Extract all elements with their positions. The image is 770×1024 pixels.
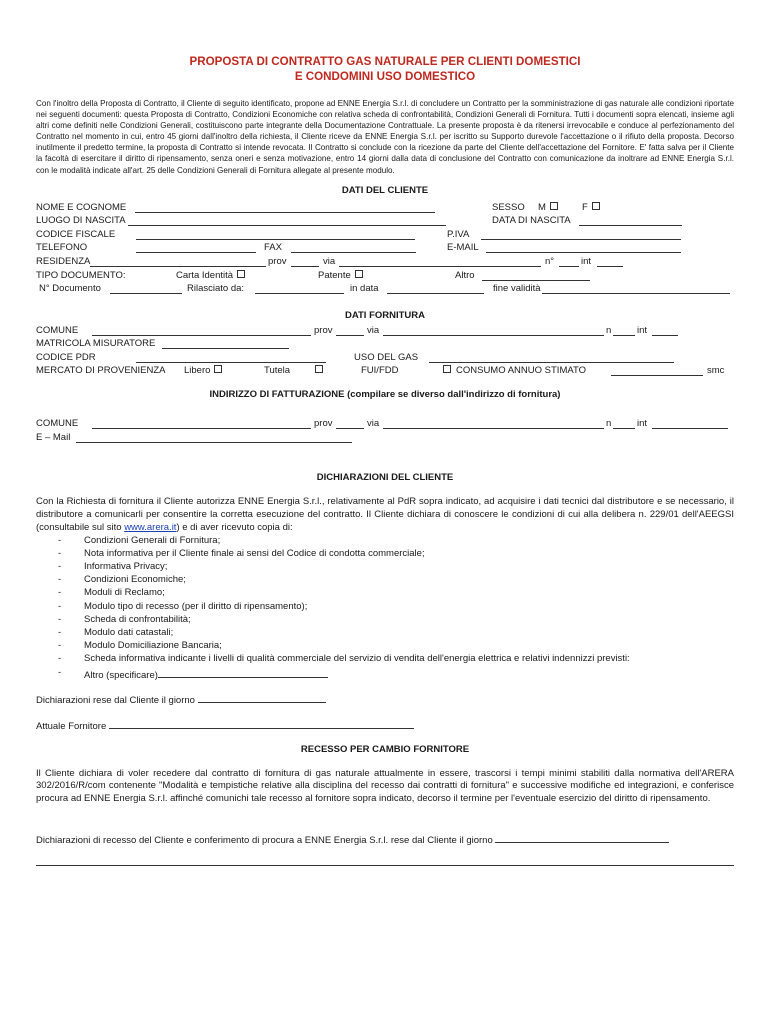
list-item: - Condizioni Economiche; [36, 574, 734, 587]
fornitura-int-field[interactable] [652, 325, 678, 336]
recesso-paragraph: Il Cliente dichiara di voler recedere dal contratto di fornitura di gas naturale attualmente in essere, trascorsi i tempi minimi stabiliti dalla normativa dell'ARERA 302/2016/R/com contenente "Modalità e tempistiche relative alla disciplina del recesso dai contratti di fornitura" e successive modifiche ed integrazioni, e conferisce procura ad ENNE Energia S.r.l. affinché comunichi tale recesso al fornitore sopra indicato, decorso il termine per l'eventuale esercizio del diritto di ripensamento. [36, 767, 734, 805]
fax-field[interactable] [291, 242, 416, 253]
row-pdr [36, 352, 734, 366]
fornitura-n-label: n [606, 324, 612, 336]
fax-label: FAX [264, 242, 282, 254]
recesso-date-field[interactable] [495, 832, 669, 843]
altro-specificare-label: Altro (specificare) [84, 669, 158, 681]
fornitura-via-label: via [367, 324, 380, 336]
list-item: - Condizioni Generali di Fornitura; [36, 535, 734, 548]
nome-label: NOME E COGNOME [36, 201, 127, 213]
carta-checkbox[interactable] [237, 270, 245, 278]
tipo-doc-label: TIPO DOCUMENTO: [36, 269, 126, 281]
row-telefono [36, 242, 734, 256]
row-numero-doc [36, 283, 734, 297]
altro-specificare-field[interactable] [158, 667, 328, 678]
data-nascita-field[interactable] [579, 215, 682, 226]
nome-field[interactable] [135, 202, 435, 213]
n-doc-label: N° Documento [39, 283, 101, 295]
row-fornitura-comune [36, 325, 734, 339]
fatt-n-label: n [606, 417, 612, 429]
fornitura-comune-label: COMUNE [36, 324, 79, 336]
residenza-label: RESIDENZA [36, 255, 91, 267]
fatt-email-label: E – Mail [36, 431, 71, 443]
fatt-via-field[interactable] [383, 418, 604, 429]
document-title [36, 54, 734, 84]
fornitura-section [36, 325, 734, 379]
uso-field[interactable] [429, 352, 674, 363]
fatt-email-field[interactable] [76, 432, 352, 443]
fatt-via-label: via [367, 417, 380, 429]
residenza-via-label: via [323, 255, 336, 267]
list-item: - Modulo tipo di recesso (per il diritto di ripensamento); [36, 601, 734, 614]
consumo-checkbox[interactable] [443, 365, 451, 373]
list-item: - Informativa Privacy; [36, 561, 734, 574]
row-matricola [36, 338, 734, 352]
sesso-label: SESSO [492, 201, 525, 213]
cf-label: CODICE FISCALE [36, 228, 116, 240]
row-luogo [36, 215, 734, 229]
dichiarazioni-paragraph [36, 496, 734, 535]
fatturazione-heading: INDIRIZZO DI FATTURAZIONE (compilare se diverso dall'indirizzo di fornitura) [209, 389, 561, 400]
dichiarazioni-heading: DICHIARAZIONI DEL CLIENTE [316, 472, 454, 484]
matricola-label: MATRICOLA MISURATORE [36, 338, 156, 350]
dichiarazioni-text-after: ) e di aver ricevuto copia di: [176, 521, 293, 533]
fornitura-int-label: int [637, 324, 648, 336]
residenza-n-label: n° [545, 255, 555, 267]
documents-list [36, 535, 734, 680]
telefono-field[interactable] [136, 242, 256, 253]
data-nascita-label: DATA DI NASCITA [492, 215, 571, 227]
row-residenza [36, 256, 734, 270]
sesso-f-checkbox[interactable] [592, 202, 600, 210]
cliente-heading: DATI DEL CLIENTE [341, 184, 429, 196]
row-mercato [36, 365, 734, 379]
fatt-int-label: int [637, 417, 648, 429]
piva-field[interactable] [481, 229, 681, 240]
fornitore-field[interactable] [109, 718, 414, 729]
residenza-n-field[interactable] [559, 256, 579, 267]
residenza-prov-label: prov [268, 255, 287, 267]
residenza-int-field[interactable] [597, 256, 623, 267]
fornitore-row [36, 718, 734, 734]
fornitura-comune-field[interactable] [92, 325, 311, 336]
fatt-n-field[interactable] [613, 418, 635, 429]
altro-field[interactable] [482, 270, 590, 281]
altro-label: Altro [455, 269, 475, 281]
tutela-label: Tutela [264, 365, 291, 377]
cliente-section [36, 202, 734, 297]
list-item: - Nota informativa per il Cliente finale ai sensi del Codice di condotta commerciale; [36, 548, 734, 561]
contract-form [36, 54, 734, 866]
cf-field[interactable] [136, 229, 415, 240]
fornitura-prov-field[interactable] [336, 325, 364, 336]
email-field[interactable] [486, 242, 681, 253]
sesso-m-checkbox[interactable] [550, 202, 558, 210]
residenza-prov-field[interactable] [291, 256, 319, 267]
consumo-label: CONSUMO ANNUO STIMATO [456, 365, 587, 377]
validita-field[interactable] [542, 283, 730, 294]
mercato-label: MERCATO DI PROVENIENZA [36, 365, 166, 377]
telefono-label: TELEFONO [36, 242, 88, 254]
list-item: - Modulo Domiciliazione Bancaria; [36, 640, 734, 653]
fatt-comune-label: COMUNE [36, 417, 79, 429]
fatt-comune-field[interactable] [92, 418, 311, 429]
in-data-field[interactable] [387, 283, 484, 294]
list-item: - Moduli di Reclamo; [36, 587, 734, 600]
uso-label: USO DEL GAS [354, 351, 419, 363]
fatturazione-section [36, 418, 734, 445]
n-doc-field[interactable] [110, 283, 182, 294]
fatt-int-field[interactable] [652, 418, 728, 429]
list-item: - Scheda di confrontabilità; [36, 614, 734, 627]
libero-checkbox[interactable] [214, 365, 222, 373]
title-line-2: E CONDOMINI USO DOMESTICO [294, 70, 476, 83]
pdr-field[interactable] [136, 352, 326, 363]
fornitura-heading: DATI FORNITURA [344, 309, 426, 321]
fatt-prov-field[interactable] [336, 418, 364, 429]
recesso-date-row [36, 832, 734, 848]
in-data-label: in data [350, 283, 379, 295]
residenza-field[interactable] [90, 256, 266, 267]
row-cf [36, 229, 734, 243]
dichiarazioni-date-label: Dichiarazioni rese dal Cliente il giorno [36, 694, 195, 706]
recesso-date-label: Dichiarazioni di recesso del Cliente e conferimento di procura a ENNE Energia S.r.l. rese dal Cliente il giorno [36, 835, 493, 847]
dichiarazioni-date-field[interactable] [198, 692, 326, 703]
fornitura-prov-label: prov [314, 324, 333, 336]
signature-line[interactable] [36, 864, 734, 866]
row-nome [36, 202, 734, 216]
matricola-field[interactable] [162, 338, 289, 349]
dichiarazioni-text-before: Con la Richiesta di fornitura il Cliente autorizza ENNE Energia S.r.l., relativamente al PdR sopra indicato, ad acquisire i dati tecnici dal distributore e se necessario, il distributore a comunicarli per consentire la corretta esecuzione del contratto. Il Cliente dichiara di conoscere le condizioni di cui alla delibera n. 229/01 dell'AEEGSI (consultabile sul sito [36, 496, 734, 533]
libero-label: Libero [184, 365, 211, 377]
luogo-label: LUOGO DI NASCITA [36, 215, 126, 227]
consumo-field[interactable] [611, 365, 703, 376]
row-fatt-email [36, 432, 734, 446]
residenza-int-label: int [581, 255, 592, 267]
list-item: - Modulo dati catastali; [36, 627, 734, 640]
row-fatt-comune [36, 418, 734, 432]
row-tipo-doc [36, 270, 734, 284]
intro-paragraph: Con l'inoltro della Proposta di Contratto, il Cliente di seguito identificato, propone ad ENNE Energia S.r.l. di concludere un Contratto per la somministrazione di gas naturale alle condizioni riportate nei seguenti documenti: questa Proposta di Contratto, Condizioni Economiche con relativa scheda di confrontabilità, Condizioni Generali di Fornitura. Tutti i documenti sopra elencati, insieme agli altri come definiti nelle Condizioni Generali, costituiscono parte integrante della Documentazione Contrattuale. La presente proposta è da ritenersi irrevocabile e conduce al perfezionamento del Contratto nel momento in cui, entro 45 giorni dall'inoltro della richiesta, il Cliente riceve da ENNE Energia S.r.l. per iscritto su Supporto durevole l'accettazione o il rifiuto della proposta. Decorso inutilmente il predetto termine, la proposta di Contratto si intende revocata. Il Contratto si conclude con la ricezione da parte del Cliente dell'accettazione del Fornitore. E' fatta salva per il Cliente la facoltà di esercitare il diritto di ripensamento, senza oneri e senza motivazione, entro 14 giorni dalla data di conclusione del Contratto con comunicazione da inoltrare ad ENNE Energia S.r.l. con le modalità indicate all'art. 25 delle Condizioni Generali di Fornitura allegate al presente modulo. [36, 99, 734, 175]
dichiarazioni-date-row [36, 692, 734, 708]
patente-label: Patente [318, 269, 351, 281]
fatt-prov-label: prov [314, 417, 333, 429]
list-item: - Scheda informativa indicante i livelli di qualità commerciale del servizio di vendita dell'energia elettrica e relativi indennizzi previsti: [36, 653, 734, 666]
rilasciato-label: Rilasciato da: [187, 283, 245, 295]
luogo-field[interactable] [128, 215, 446, 226]
sesso-f-label: F [582, 201, 588, 213]
patente-checkbox[interactable] [355, 270, 363, 278]
residenza-via-field[interactable] [339, 256, 541, 267]
recesso-heading: RECESSO PER CAMBIO FORNITORE [300, 743, 470, 755]
pdr-label: CODICE PDR [36, 351, 96, 363]
tutela-checkbox[interactable] [315, 365, 323, 373]
validita-label: fine validità [493, 283, 541, 295]
email-label: E-MAIL [447, 242, 479, 254]
arera-link[interactable]: www.arera.it [124, 521, 177, 533]
title-line-1: PROPOSTA DI CONTRATTO GAS NATURALE PER CLIENTI DOMESTICI [189, 55, 581, 68]
fornitura-via-field[interactable] [383, 325, 604, 336]
fui-label: FUI/FDD [361, 365, 399, 377]
sesso-m-label: M [538, 201, 546, 213]
smc-label: smc [707, 365, 725, 377]
list-item-altro [36, 667, 734, 680]
piva-label: P.IVA [447, 228, 470, 240]
carta-label: Carta Identità [176, 269, 234, 281]
fornitore-label: Attuale Fornitore [36, 720, 107, 732]
rilasciato-field[interactable] [255, 283, 344, 294]
fornitura-n-field[interactable] [613, 325, 635, 336]
